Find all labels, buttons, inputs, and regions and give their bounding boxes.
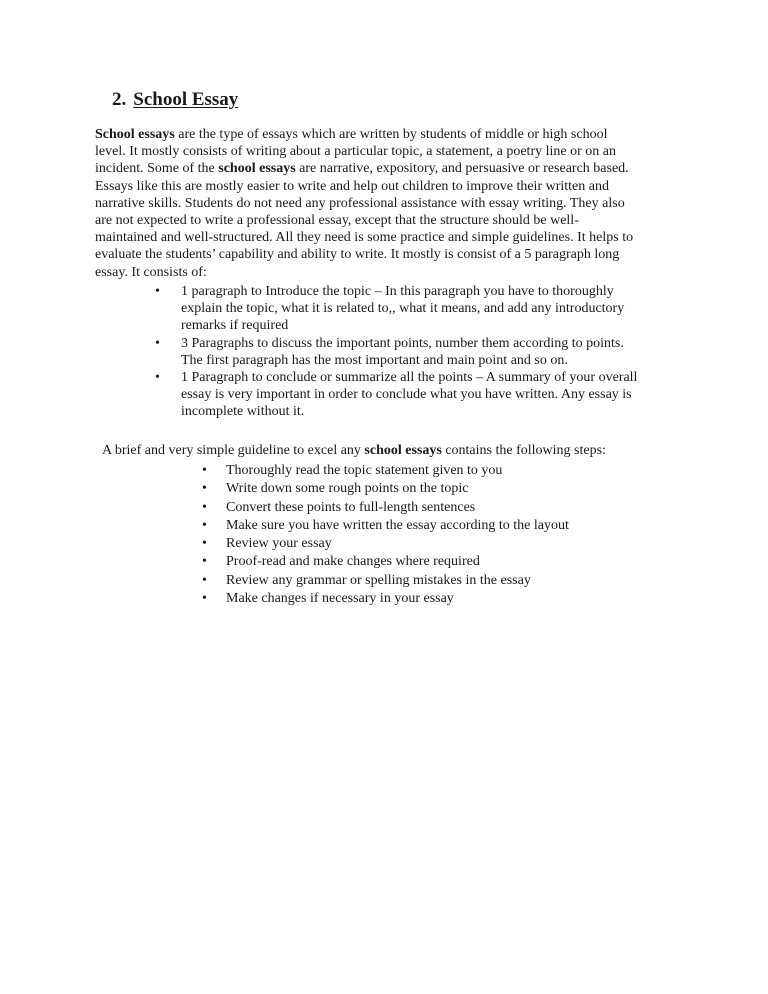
bullet-icon: • [202,481,207,497]
bullet-icon: • [155,370,160,386]
list-item: • 1 Paragraph to conclude or summarize all the points – A summary of your overall essay is very important in order to conclude what you have written. Any essay is incomplete without it. [155,370,638,420]
intro-line-9: essay. It consists of: [95,264,207,280]
list-item: • Thoroughly read the topic statement given to you [202,462,569,480]
section-number: 2. [112,89,127,110]
list-item: • 3 Paragraphs to discuss the important points, number them according to points. The first paragraph has the most important and main point and so on. [155,335,624,368]
intro-line-2: level. It mostly consists of writing about a particular topic, a statement, a poetry line or on an [95,144,616,160]
intro-line-4: Essays like this are mostly easier to write and help out children to improve their written and [95,178,609,194]
bullet-icon: • [202,572,207,588]
bullet-icon: • [202,591,207,607]
intro-line-1: School essays are the type of essays which are written by students of middle or high school [95,127,608,142]
section-heading [112,89,238,111]
guideline-bold-term: school essays [364,443,442,458]
list-item: • Proof-read and make changes where required [202,553,569,571]
intro-paragraph [95,126,695,281]
list-item: • Make changes if necessary in your essay [202,590,569,608]
bullet-icon: • [202,554,207,570]
guideline-steps-list [202,462,569,608]
intro-line-7: maintained and well-structured. All they need is some practice and simple guidelines. It helps to [95,230,634,246]
bullet-icon: • [202,517,207,533]
list-item: • Review your essay [202,535,569,553]
bullet-icon: • [202,499,207,515]
list-item: • Write down some rough points on the topic [202,480,569,498]
bullet-icon: • [202,536,207,552]
essay-structure-list [155,283,695,421]
list-item: • 1 paragraph to Introduce the topic – In this paragraph you have to thoroughly explain the topic, what it is related to,, what it means, and add any introductory remarks if required [155,284,625,334]
intro-line-6: are not expected to write a professional essay, except that the structure should be well- [95,213,579,229]
list-item: • Review any grammar or spelling mistakes in the essay [202,572,569,590]
bullet-icon: • [155,335,160,351]
list-item: • Convert these points to full-length sentences [202,499,569,517]
bullet-icon: • [202,463,207,478]
intro-bold-term-2: school essays [218,161,296,177]
list-item: • Make sure you have written the essay according to the layout [202,517,569,535]
intro-line-8: evaluate the students’ capability and ability to write. It mostly is consist of a 5 paragraph long [95,247,620,263]
intro-line-3: incident. Some of the school essays are narrative, expository, and persuasive or research based. [95,161,629,177]
intro-bold-term: School essays [95,127,175,142]
bullet-icon: • [155,284,160,299]
section-title: School Essay [133,89,239,110]
guideline-paragraph: A brief and very simple guideline to excel any school essays contains the following steps: [102,443,606,458]
intro-line-5: narrative skills. Students do not need any professional assistance with essay writing. They also [95,195,625,211]
